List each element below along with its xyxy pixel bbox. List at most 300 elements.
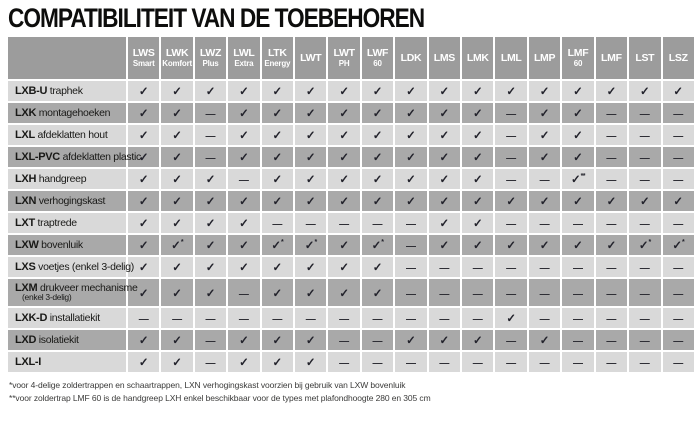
compat-cell <box>262 125 293 145</box>
dash-icon: — <box>439 263 450 275</box>
compat-cell <box>495 125 526 145</box>
check-icon: ✓ <box>138 86 149 99</box>
row-description: afdeklatten hout <box>37 129 108 142</box>
row-description-sub: (enkel 3-delig) <box>22 292 72 303</box>
dash-icon: — <box>606 153 617 165</box>
compat-cell <box>128 352 159 372</box>
compat-cell <box>195 257 226 277</box>
dash-icon: — <box>372 358 383 370</box>
compat-cell <box>362 191 393 211</box>
compat-cell <box>495 191 526 211</box>
check-icon: ✓ <box>172 152 182 165</box>
dash-icon: — <box>506 109 517 121</box>
compat-cell <box>663 352 695 372</box>
check-icon: ✓ <box>539 86 550 99</box>
row-label <box>8 308 126 328</box>
page-title: COMPATIBILITEIT VAN DE TOEBEHOREN <box>8 3 425 33</box>
check-icon: ✓ <box>573 86 583 99</box>
dash-icon: — <box>506 131 517 143</box>
compat-cell <box>495 147 526 167</box>
compat-cell <box>495 213 526 233</box>
footnote-2: **voor zoldertrap LMF 60 is de handgreep LXH enkel beschikbaar voor de types met plafondhoogte 280 en 305 cm <box>9 393 431 404</box>
compat-cell <box>228 213 259 233</box>
column-header-line1: LMK <box>466 52 489 65</box>
compat-cell <box>195 235 226 255</box>
dash-icon: — <box>673 175 684 187</box>
dash-icon: — <box>606 219 617 231</box>
compat-cell <box>295 257 326 277</box>
table-row <box>8 213 694 233</box>
dash-icon: — <box>272 314 283 326</box>
check-icon: ✓ <box>272 86 283 99</box>
check-icon: ✓ <box>272 196 283 209</box>
column-header-line2: Extra <box>234 59 254 69</box>
dash-icon: — <box>539 288 550 300</box>
row-code: LXH <box>15 173 37 186</box>
check-icon: ✓ <box>305 130 316 143</box>
row-code: LXL-PVC <box>15 151 60 164</box>
compat-cell <box>529 279 560 306</box>
check-icon: ✓ <box>239 196 249 209</box>
check-icon: ✓ <box>539 196 550 209</box>
dash-icon: — <box>506 358 517 370</box>
check-icon: ✓ <box>472 108 483 121</box>
compat-cell <box>462 147 493 167</box>
check-icon: ✓ <box>172 335 182 348</box>
compat-cell <box>295 125 326 145</box>
check-icon: ✓ <box>372 152 383 165</box>
compat-cell <box>562 235 593 255</box>
check-icon: ✓ <box>138 335 149 348</box>
check-icon: ✓ <box>606 196 617 209</box>
dash-icon: — <box>572 314 583 326</box>
compat-cell <box>462 279 493 306</box>
compat-cell <box>262 213 293 233</box>
compat-cell <box>228 169 259 189</box>
dash-icon: — <box>639 358 650 370</box>
check-icon: ✓ <box>272 262 283 275</box>
dash-icon: — <box>639 175 650 187</box>
footnote-marker: ** <box>580 173 586 181</box>
compat-cell <box>629 235 660 255</box>
check-icon: ✓ <box>172 174 182 187</box>
check-icon: ✓ <box>339 262 349 275</box>
table-row <box>8 279 694 306</box>
compat-cell <box>161 235 192 255</box>
check-icon: ✓ <box>305 262 316 275</box>
compat-cell <box>462 213 493 233</box>
check-icon: ✓ <box>439 196 450 209</box>
compat-cell <box>663 81 695 101</box>
dash-icon: — <box>639 263 650 275</box>
compat-cell <box>328 125 359 145</box>
check-icon: ✓** <box>570 173 586 187</box>
compat-cell <box>596 191 627 211</box>
dash-icon: — <box>372 336 383 348</box>
check-icon: ✓ <box>239 335 249 348</box>
dash-icon: — <box>539 175 550 187</box>
compat-cell <box>362 235 393 255</box>
dash-icon: — <box>673 153 684 165</box>
check-icon: ✓ <box>573 130 583 143</box>
check-icon: ✓ <box>272 130 283 143</box>
check-icon: ✓ <box>472 174 483 187</box>
check-icon: ✓ <box>439 240 450 253</box>
check-icon: ✓ <box>305 174 316 187</box>
check-icon: ✓ <box>172 86 182 99</box>
row-code: LXW <box>15 239 39 252</box>
row-code: LXK-D <box>15 312 48 325</box>
table-row <box>8 147 694 167</box>
check-icon: ✓ <box>573 240 583 253</box>
compat-cell <box>228 279 259 306</box>
column-header-line2: PH <box>338 59 350 69</box>
check-icon: ✓ <box>205 240 216 253</box>
compat-cell <box>362 257 393 277</box>
compat-cell <box>429 81 460 101</box>
dash-icon: — <box>339 336 350 348</box>
compat-cell <box>362 81 393 101</box>
compat-cell <box>395 213 426 233</box>
compat-cell <box>295 213 326 233</box>
dash-icon: — <box>405 358 416 370</box>
compat-cell <box>161 191 192 211</box>
check-icon: ✓ <box>239 262 249 275</box>
column-header <box>429 37 460 79</box>
compat-cell <box>395 308 426 328</box>
column-header-line2: 60 <box>573 59 583 69</box>
column-header-line2: Energy <box>264 59 291 69</box>
dash-icon: — <box>606 263 617 275</box>
dash-icon: — <box>439 358 450 370</box>
dash-icon: — <box>572 263 583 275</box>
compat-cell <box>395 125 426 145</box>
compat-cell <box>295 169 326 189</box>
compat-cell <box>128 191 159 211</box>
compat-cell <box>362 279 393 306</box>
compat-cell <box>395 169 426 189</box>
check-icon: ✓ <box>472 335 483 348</box>
compat-cell <box>663 330 695 350</box>
check-icon: ✓ <box>239 240 249 253</box>
header-row <box>8 37 694 79</box>
dash-icon: — <box>405 314 416 326</box>
check-icon: ✓ <box>138 152 149 165</box>
dash-icon: — <box>572 336 583 348</box>
dash-icon: — <box>639 336 650 348</box>
check-icon: ✓ <box>472 130 483 143</box>
check-icon: ✓ <box>205 196 216 209</box>
compat-cell <box>228 147 259 167</box>
row-description: handgreep <box>38 173 87 186</box>
compat-cell <box>195 81 226 101</box>
dash-icon: — <box>673 263 684 275</box>
compat-cell <box>195 330 226 350</box>
compat-cell <box>663 257 695 277</box>
check-icon: ✓ <box>339 287 349 300</box>
check-icon: ✓ <box>138 262 149 275</box>
compat-cell <box>562 103 593 123</box>
check-icon: ✓ <box>372 108 383 121</box>
dash-icon: — <box>405 241 416 253</box>
check-icon: ✓ <box>172 130 182 143</box>
check-icon: ✓ <box>172 262 182 275</box>
compat-cell <box>429 125 460 145</box>
column-header <box>195 37 226 79</box>
compat-cell <box>362 352 393 372</box>
dash-icon: — <box>606 288 617 300</box>
dash-icon: — <box>673 288 684 300</box>
check-icon: ✓ <box>339 108 349 121</box>
column-header-line1: LMF <box>601 52 622 65</box>
compat-cell <box>663 103 695 123</box>
compat-cell <box>262 308 293 328</box>
footnote-1: *voor 4-delige zoldertrappen en schaartrappen, LXN verhogingskast voorzien bij gebruik van LXW bovenluik <box>9 380 406 391</box>
dash-icon: — <box>305 219 316 231</box>
column-header <box>262 37 293 79</box>
column-header-line1: LWF <box>366 47 389 60</box>
dash-icon: — <box>205 153 216 165</box>
row-description: traphek <box>49 85 83 98</box>
check-icon: ✓ <box>138 196 149 209</box>
compat-cell <box>429 147 460 167</box>
compat-cell <box>495 352 526 372</box>
compat-cell <box>562 125 593 145</box>
dash-icon: — <box>238 314 249 326</box>
footnote-marker: * <box>648 239 651 247</box>
dash-icon: — <box>506 175 517 187</box>
compat-cell <box>562 81 593 101</box>
check-icon: ✓ <box>639 86 650 99</box>
compat-cell <box>529 352 560 372</box>
compat-cell <box>495 81 526 101</box>
compat-cell <box>529 308 560 328</box>
check-icon: ✓ <box>372 287 383 300</box>
row-label <box>8 235 126 255</box>
dash-icon: — <box>506 288 517 300</box>
row-description: verhogingskast <box>38 195 106 208</box>
check-icon: ✓ <box>339 130 349 143</box>
column-header-line1: LWT <box>300 52 322 65</box>
dash-icon: — <box>506 263 517 275</box>
check-icon: ✓ <box>239 86 249 99</box>
check-icon: ✓ <box>272 357 283 370</box>
compat-cell <box>395 103 426 123</box>
compat-cell <box>562 352 593 372</box>
compat-cell <box>295 279 326 306</box>
compat-cell <box>596 125 627 145</box>
check-icon: ✓ <box>239 152 249 165</box>
table-row <box>8 125 694 145</box>
compat-cell <box>328 279 359 306</box>
compat-cell <box>195 169 226 189</box>
dash-icon: — <box>606 131 617 143</box>
check-icon: ✓ <box>573 108 583 121</box>
dash-icon: — <box>539 314 550 326</box>
table-row <box>8 308 694 328</box>
row-description: voetjes (enkel 3-delig) <box>38 261 134 274</box>
table-row <box>8 103 694 123</box>
column-header-line1: LMS <box>433 52 455 65</box>
compat-cell <box>161 81 192 101</box>
check-icon: ✓ <box>406 130 416 143</box>
compat-cell <box>462 330 493 350</box>
compat-cell <box>295 352 326 372</box>
compat-cell <box>262 330 293 350</box>
check-icon: ✓ <box>439 335 450 348</box>
dash-icon: — <box>639 131 650 143</box>
dash-icon: — <box>539 263 550 275</box>
compat-cell <box>262 147 293 167</box>
row-code: LXL-I <box>15 356 41 369</box>
compat-cell <box>529 81 560 101</box>
column-header <box>663 37 695 79</box>
compat-cell <box>596 279 627 306</box>
dash-icon: — <box>673 358 684 370</box>
row-code: LXN <box>15 195 37 208</box>
check-icon: ✓ <box>539 240 550 253</box>
compat-cell <box>562 213 593 233</box>
column-header-line1: LMF <box>567 47 589 60</box>
compat-cell <box>562 308 593 328</box>
compat-cell <box>429 213 460 233</box>
check-icon: ✓ <box>239 218 249 231</box>
row-label <box>8 125 126 145</box>
compat-cell <box>529 169 560 189</box>
compat-cell <box>295 330 326 350</box>
check-icon: ✓ <box>472 196 483 209</box>
compat-cell <box>495 103 526 123</box>
compat-cell <box>128 330 159 350</box>
compat-cell <box>161 308 192 328</box>
row-label <box>8 352 126 372</box>
compat-cell <box>362 213 393 233</box>
footnote-marker: * <box>681 239 685 247</box>
dash-icon: — <box>172 314 183 326</box>
footnote-marker: * <box>281 239 284 247</box>
corner-cell <box>8 37 126 79</box>
compat-cell <box>395 279 426 306</box>
compat-cell <box>462 308 493 328</box>
compat-cell <box>462 257 493 277</box>
check-icon: ✓ <box>138 218 149 231</box>
row-description: montagehoeken <box>38 107 111 120</box>
check-icon: ✓ <box>406 174 416 187</box>
compat-cell <box>328 235 359 255</box>
dash-icon: — <box>639 109 650 121</box>
row-label <box>8 169 126 189</box>
compat-cell <box>429 103 460 123</box>
compat-cell <box>328 81 359 101</box>
dash-icon: — <box>572 219 583 231</box>
dash-icon: — <box>472 288 483 300</box>
dash-icon: — <box>606 175 617 187</box>
check-icon: ✓ <box>372 130 383 143</box>
compat-cell <box>195 213 226 233</box>
compat-cell <box>328 308 359 328</box>
compat-cell <box>462 352 493 372</box>
compat-cell <box>562 169 593 189</box>
check-icon: ✓ <box>439 174 450 187</box>
compat-cell <box>395 235 426 255</box>
compat-cell <box>328 352 359 372</box>
column-header-line2: Plus <box>202 59 219 69</box>
compat-cell <box>295 147 326 167</box>
check-icon: ✓ <box>339 152 349 165</box>
column-header <box>328 37 359 79</box>
compat-cell <box>629 279 660 306</box>
compat-cell <box>629 81 660 101</box>
compat-cell <box>529 213 560 233</box>
compat-cell <box>128 103 159 123</box>
compat-cell <box>629 147 660 167</box>
dash-icon: — <box>606 358 617 370</box>
compat-cell <box>228 103 259 123</box>
compat-cell <box>395 147 426 167</box>
check-icon: ✓ <box>172 196 182 209</box>
compat-cell <box>462 191 493 211</box>
column-header-line1: LST <box>635 52 655 65</box>
table-row <box>8 352 694 372</box>
column-header-line1: LWS <box>132 47 155 60</box>
dash-icon: — <box>572 288 583 300</box>
compat-cell <box>596 352 627 372</box>
compat-cell <box>128 169 159 189</box>
dash-icon: — <box>205 314 216 326</box>
column-header-line1: LWT <box>333 47 355 60</box>
dash-icon: — <box>673 314 684 326</box>
check-icon: ✓ <box>205 174 216 187</box>
compat-cell <box>161 257 192 277</box>
dash-icon: — <box>673 336 684 348</box>
compat-cell <box>629 308 660 328</box>
row-description: traptrede <box>37 217 77 230</box>
table-row <box>8 81 694 101</box>
row-label <box>8 103 126 123</box>
column-header <box>395 37 426 79</box>
compat-cell <box>362 330 393 350</box>
compat-cell <box>328 169 359 189</box>
dash-icon: — <box>205 131 216 143</box>
compat-cell <box>429 169 460 189</box>
compat-cell <box>395 81 426 101</box>
compat-cell <box>663 279 695 306</box>
compat-cell <box>596 147 627 167</box>
row-label <box>8 257 134 277</box>
check-icon: ✓ <box>272 335 283 348</box>
check-icon: ✓* <box>371 239 384 253</box>
compat-cell <box>663 213 695 233</box>
compat-cell <box>262 352 293 372</box>
dash-icon: — <box>472 263 483 275</box>
compat-cell <box>328 147 359 167</box>
compat-cell <box>529 235 560 255</box>
check-icon: ✓ <box>138 240 149 253</box>
compat-cell <box>295 81 326 101</box>
compat-cell <box>161 169 192 189</box>
compat-cell <box>228 235 259 255</box>
check-icon: ✓ <box>573 196 583 209</box>
check-icon: ✓ <box>138 108 149 121</box>
check-icon: ✓ <box>439 152 450 165</box>
check-icon: ✓ <box>172 287 182 300</box>
dash-icon: — <box>439 288 450 300</box>
compat-cell <box>195 191 226 211</box>
compat-cell <box>429 235 460 255</box>
row-label <box>8 330 126 350</box>
compat-cell <box>462 81 493 101</box>
check-icon: ✓ <box>439 108 450 121</box>
